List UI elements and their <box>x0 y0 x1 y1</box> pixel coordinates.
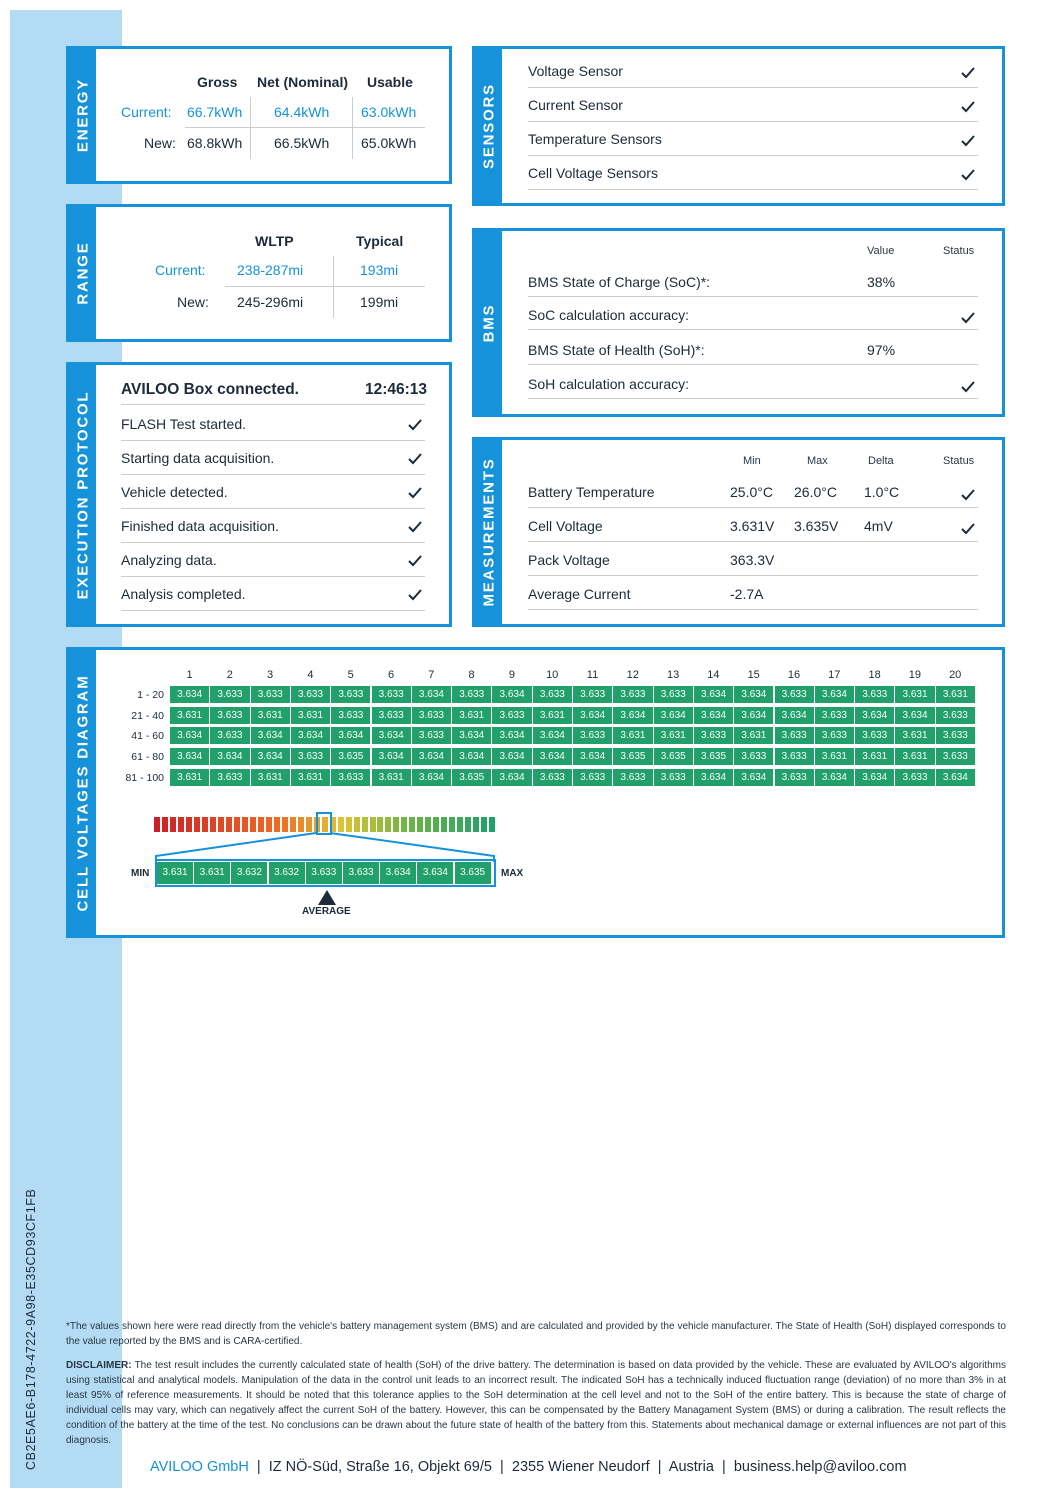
cell-voltage: 3.633 <box>815 727 855 745</box>
execution-time: 12:46:13 <box>365 381 428 398</box>
execution-divider <box>121 542 425 543</box>
cell-voltage: 3.633 <box>210 727 250 745</box>
energy-tab <box>69 49 96 181</box>
energy-new-label: New: <box>144 135 176 151</box>
checkmark-icon <box>408 589 422 601</box>
gradient-segment <box>154 817 160 832</box>
measurement-min: 3.631V <box>730 518 775 534</box>
measurement-max: 26.0°C <box>794 484 837 500</box>
gradient-segment <box>250 817 256 832</box>
energy-header-gross: Gross <box>197 74 238 90</box>
energy-new-net: 66.5kWh <box>274 135 330 151</box>
gradient-segment <box>258 817 264 832</box>
gradient-segment <box>162 817 168 832</box>
cell-column-number: 20 <box>949 669 962 681</box>
cell-column-number: 14 <box>707 669 720 681</box>
meas-col-status: Status <box>943 455 975 467</box>
gradient-segment <box>465 817 471 832</box>
cell-voltage: 3.633 <box>815 707 855 725</box>
energy-current-label: Current: <box>121 104 172 120</box>
sensor-item: Voltage Sensor <box>528 63 623 79</box>
cell-voltage: 3.634 <box>533 727 573 745</box>
cell-voltage: 3.631 <box>895 727 935 745</box>
bms-row-label: SoC calculation accuracy: <box>528 307 690 323</box>
gradient-segment <box>290 817 296 832</box>
bms-row-value: 38% <box>867 274 896 290</box>
cell-voltage: 3.634 <box>412 769 452 787</box>
checkmark-icon <box>408 419 422 431</box>
cell-voltage: 3.633 <box>855 727 895 745</box>
sensor-divider <box>528 189 978 190</box>
cell-voltage: 3.633 <box>654 769 694 787</box>
measurement-divider <box>528 507 978 508</box>
sensor-item: Temperature Sensors <box>528 131 662 147</box>
cell-voltage: 3.633 <box>775 748 815 766</box>
gradient-segment <box>298 817 304 832</box>
min-label: MIN <box>131 868 150 879</box>
gradient-segment <box>346 817 352 832</box>
measurement-divider <box>528 575 978 576</box>
cell-column-number: 18 <box>868 669 881 681</box>
execution-step: Starting data acquisition. <box>121 450 275 466</box>
checkmark-icon <box>408 521 422 533</box>
footnote: *The values shown here were read directly from the vehicle's battery management system (BMS) and are calculated and provided by the vehicle manufacturer. The State of Health (SoH) displayed corresponds to the value reported by the BMS and is CARA-certified. <box>66 1321 1006 1347</box>
cell-voltage: 3.634 <box>573 707 613 725</box>
bms-tab <box>475 231 502 414</box>
measurement-label: Cell Voltage <box>528 518 603 534</box>
cell-voltage: 3.631 <box>895 748 935 766</box>
cell-voltage: 3.634 <box>613 707 653 725</box>
execution-divider <box>121 440 425 441</box>
cell-voltage: 3.634 <box>815 686 855 704</box>
cell-column-number: 17 <box>828 669 841 681</box>
cell-voltage: 3.635 <box>613 748 653 766</box>
cell-voltage: 3.631 <box>936 686 976 704</box>
execution-divider <box>121 610 425 611</box>
cell-voltage: 3.631 <box>170 707 210 725</box>
energy-divider <box>185 127 425 128</box>
scale-value-cell: 3.633 <box>343 862 380 884</box>
cell-voltage: 3.634 <box>855 707 895 725</box>
footer-city: 2355 Wiener Neudorf <box>511 1459 650 1475</box>
cell-voltage: 3.633 <box>936 727 976 745</box>
energy-new-usable: 65.0kWh <box>361 135 417 151</box>
measurement-delta: 4mV <box>864 518 893 534</box>
cell-voltage: 3.633 <box>331 769 371 787</box>
execution-tab <box>69 365 96 624</box>
cell-voltage: 3.633 <box>533 769 573 787</box>
gradient-segment <box>274 817 280 832</box>
gradient-segment <box>202 817 208 832</box>
gradient-segment <box>481 817 487 832</box>
checkmark-icon <box>408 555 422 567</box>
gradient-segment <box>210 817 216 832</box>
execution-connected: AVILOO Box connected. <box>121 381 299 398</box>
gradient-segment <box>393 817 399 832</box>
bms-row-value: 97% <box>867 342 896 358</box>
cell-voltage: 3.634 <box>694 707 734 725</box>
execution-step: Finished data acquisition. <box>121 518 279 534</box>
cell-column-number: 6 <box>387 669 395 681</box>
cell-voltages-title: CELL VOLTAGES DIAGRAM <box>74 674 91 911</box>
range-current-wltp: 238-287mi <box>237 262 304 278</box>
checkmark-icon <box>408 453 422 465</box>
cell-voltage: 3.633 <box>734 748 774 766</box>
energy-current-usable: 63.0kWh <box>361 104 417 120</box>
cell-voltage: 3.635 <box>331 748 371 766</box>
measurement-label: Battery Temperature <box>528 484 655 500</box>
gradient-segment <box>473 817 479 832</box>
gradient-segment <box>218 817 224 832</box>
disclaimer <box>66 1358 1006 1448</box>
footer-address: IZ NÖ-Süd, Straße 16, Objekt 69/5 <box>268 1459 492 1475</box>
cell-voltage: 3.633 <box>452 686 492 704</box>
cell-voltage: 3.634 <box>734 686 774 704</box>
cell-voltage: 3.631 <box>613 727 653 745</box>
checkmark-icon <box>961 101 975 113</box>
sensor-item: Current Sensor <box>528 97 623 113</box>
cell-voltage: 3.634 <box>251 748 291 766</box>
scale-value-cell: 3.634 <box>417 862 454 884</box>
range-tab <box>69 207 96 339</box>
cell-voltages-tab <box>69 650 96 935</box>
execution-step: FLASH Test started. <box>121 416 247 432</box>
gradient-segment <box>401 817 407 832</box>
gradient-segment <box>362 817 368 832</box>
measurements-title: MEASUREMENTS <box>480 457 497 607</box>
disclaimer-label: DISCLAIMER: <box>66 1360 132 1371</box>
cell-voltage: 3.634 <box>694 686 734 704</box>
cell-voltage: 3.634 <box>936 769 976 787</box>
range-current-typical: 193mi <box>360 262 399 278</box>
cell-voltage: 3.631 <box>855 748 895 766</box>
cell-voltage: 3.634 <box>573 748 613 766</box>
bms-row-label: BMS State of Charge (SoC)*: <box>528 274 711 290</box>
cell-column-number: 1 <box>186 669 193 681</box>
cell-column-number: 13 <box>666 669 680 681</box>
gradient-segment <box>385 817 391 832</box>
gradient-segment <box>377 817 383 832</box>
checkmark-icon <box>961 67 975 79</box>
cell-voltage: 3.634 <box>492 727 532 745</box>
cell-voltage: 3.631 <box>452 707 492 725</box>
cell-column-number: 10 <box>546 669 559 681</box>
measurement-divider <box>528 609 978 610</box>
cell-voltage: 3.634 <box>895 707 935 725</box>
range-header-wltp: WLTP <box>255 233 294 249</box>
cell-voltage: 3.633 <box>573 727 613 745</box>
cell-voltage: 3.633 <box>936 748 976 766</box>
cell-voltage: 3.631 <box>533 707 573 725</box>
cell-voltage: 3.631 <box>895 686 935 704</box>
measurement-delta: 1.0°C <box>864 484 900 500</box>
cell-voltage: 3.635 <box>654 748 694 766</box>
cell-voltage: 3.633 <box>573 769 613 787</box>
cell-column-number: 8 <box>468 669 475 681</box>
cell-voltage: 3.633 <box>291 748 331 766</box>
cell-voltage: 3.635 <box>694 748 734 766</box>
gradient-segment <box>433 817 439 832</box>
gradient-segment <box>242 817 248 832</box>
cell-row-label: 1 - 20 <box>137 689 164 701</box>
scale-value-cell: 3.633 <box>306 862 343 884</box>
energy-vdivider <box>352 97 353 159</box>
cell-voltage: 3.634 <box>412 748 452 766</box>
gradient-segment <box>306 817 312 832</box>
execution-step: Analysis completed. <box>121 586 246 602</box>
cell-voltage: 3.633 <box>775 686 815 704</box>
bms-title: BMS <box>480 303 497 342</box>
measurements-tab <box>475 440 502 624</box>
cell-column-number: 7 <box>428 669 435 681</box>
sensors-title: SENSORS <box>480 83 497 169</box>
document-id: CB2E5AE6-B178-4722-9A98-E35CD93CF1FB <box>24 1188 38 1470</box>
max-label: MAX <box>501 868 524 879</box>
range-title: RANGE <box>74 241 91 305</box>
bms-divider <box>528 329 978 330</box>
scale-value-cell: 3.632 <box>269 862 306 884</box>
energy-header-net: Net (Nominal) <box>257 74 348 90</box>
disclaimer-text: The test result includes the currently calculated state of health (SoH) of the drive battery. The determination is based on data provided by the vehicle. These are evaluated by AVILOO's algorithms using statistical and analytical models. Manipulation of the data in the control unit leads to an incorrect result. The indicated SoH has a technically induced fluctuation range (deviation) of no more than 3% in at least 95% of reference measurements. It should be noted that this tolerance applies to the SoH determination at the cell level and not to the SoH of the entire battery. This is because the state of charge of individual cells may vary, which can negatively affect the current SoH of the battery. However, this can be compensated by the Battery Managament System (BMS) or during a calibration. The result reflects the condition of the battery at the time of the test. No conclusions can be drawn about the future state of health of the battery from this. Statements about mechanical damage or external influences are not part of this diagnosis. <box>66 1360 1006 1446</box>
checkmark-icon <box>961 135 975 147</box>
cell-voltage: 3.633 <box>613 686 653 704</box>
meas-col-delta: Delta <box>868 455 894 467</box>
gradient-segment <box>417 817 423 832</box>
cell-column-number: 15 <box>747 669 760 681</box>
gradient-segment <box>226 817 232 832</box>
cell-voltage: 3.634 <box>452 727 492 745</box>
cell-voltage: 3.634 <box>251 727 291 745</box>
sensor-divider <box>528 121 978 122</box>
scale-value-cell: 3.631 <box>157 862 194 884</box>
cell-voltage: 3.634 <box>492 769 532 787</box>
scale-value-cell: 3.635 <box>455 862 492 884</box>
cell-voltage: 3.634 <box>170 686 210 704</box>
gradient-segment <box>234 817 240 832</box>
energy-current-gross: 66.7kWh <box>187 104 243 120</box>
energy-vdivider <box>250 97 251 159</box>
cell-voltage: 3.631 <box>372 769 412 787</box>
cell-voltage: 3.633 <box>775 727 815 745</box>
sensor-divider <box>528 87 978 88</box>
cell-voltage: 3.631 <box>251 707 291 725</box>
footer-country: Austria <box>668 1459 714 1475</box>
footer-company: AVILOO GmbH <box>150 1459 249 1475</box>
energy-current-net: 64.4kWh <box>274 104 330 120</box>
cell-voltage: 3.633 <box>855 686 895 704</box>
cell-voltage: 3.633 <box>331 686 371 704</box>
cell-voltage: 3.633 <box>412 707 452 725</box>
measurement-min: 363.3V <box>730 552 775 568</box>
cell-column-number: 11 <box>586 669 599 681</box>
gradient-segment <box>266 817 272 832</box>
cell-voltage: 3.633 <box>372 707 412 725</box>
cell-voltage: 3.634 <box>331 727 371 745</box>
cell-voltage: 3.634 <box>855 769 895 787</box>
cell-voltage: 3.631 <box>170 769 210 787</box>
bms-divider <box>528 296 978 297</box>
measurement-min: -2.7A <box>730 586 764 602</box>
gradient-segment <box>186 817 192 832</box>
cell-voltage: 3.634 <box>452 748 492 766</box>
cell-voltage: 3.633 <box>895 769 935 787</box>
cell-voltage: 3.633 <box>694 727 734 745</box>
cell-voltage: 3.633 <box>654 686 694 704</box>
cell-voltage: 3.631 <box>815 748 855 766</box>
cell-voltage: 3.634 <box>815 769 855 787</box>
gradient-segment <box>354 817 360 832</box>
cell-voltage: 3.633 <box>210 707 250 725</box>
cell-voltage: 3.633 <box>775 769 815 787</box>
measurement-divider <box>528 541 978 542</box>
cell-column-number: 19 <box>908 669 922 681</box>
range-new-wltp: 245-296mi <box>237 294 304 310</box>
cell-row-label: 41 - 60 <box>131 730 164 743</box>
cell-column-number: 9 <box>508 669 515 681</box>
scale-value-cell: 3.632 <box>231 862 268 884</box>
gradient-segment <box>489 817 495 832</box>
measurement-label: Average Current <box>528 586 631 602</box>
cell-voltage: 3.634 <box>372 727 412 745</box>
footer: AVILOO GmbH | IZ NÖ-Süd, Straße 16, Objekt 69/5 | 2355 Wiener Neudorf | Austria | business.help@aviloo.com <box>150 1459 907 1475</box>
cell-voltage: 3.633 <box>372 686 412 704</box>
energy-title: ENERGY <box>74 77 91 153</box>
cell-column-number: 5 <box>347 669 354 681</box>
execution-title: EXECUTION PROTOCOL <box>74 390 91 599</box>
cell-column-number: 3 <box>267 669 274 681</box>
range-header-typical: Typical <box>356 233 404 249</box>
execution-divider <box>121 474 425 475</box>
bms-row-label: SoH calculation accuracy: <box>528 376 690 392</box>
cell-voltage: 3.634 <box>533 748 573 766</box>
range-current-label: Current: <box>155 262 206 278</box>
cell-voltage: 3.634 <box>492 686 532 704</box>
cell-voltage: 3.633 <box>210 686 250 704</box>
average-label: AVERAGE <box>302 906 351 917</box>
gradient-segment <box>425 817 431 832</box>
bms-divider <box>528 398 978 399</box>
gradient-segment <box>441 817 447 832</box>
gradient-segment <box>178 817 184 832</box>
execution-step: Vehicle detected. <box>121 484 228 500</box>
cell-voltage: 3.633 <box>613 769 653 787</box>
cell-voltage: 3.634 <box>654 707 694 725</box>
scale-value-cell: 3.634 <box>380 862 417 884</box>
execution-divider <box>121 576 425 577</box>
checkmark-icon <box>961 489 975 501</box>
cell-voltage: 3.634 <box>170 727 210 745</box>
cell-voltage: 3.633 <box>251 686 291 704</box>
gradient-segment <box>370 817 376 832</box>
gradient-segment <box>282 817 288 832</box>
gradient-segment <box>457 817 463 832</box>
cell-column-number: 12 <box>626 669 639 681</box>
execution-divider <box>121 404 425 405</box>
cell-voltage: 3.634 <box>492 748 532 766</box>
range-divider <box>225 286 425 287</box>
measurement-min: 25.0°C <box>730 484 773 500</box>
measurement-max: 3.635V <box>794 518 839 534</box>
cell-voltage: 3.634 <box>372 748 412 766</box>
checkmark-icon <box>961 381 975 393</box>
meas-col-max: Max <box>807 455 828 467</box>
cell-voltage: 3.633 <box>936 707 976 725</box>
cell-voltage: 3.634 <box>412 686 452 704</box>
energy-new-gross: 68.8kWh <box>187 135 243 151</box>
cell-voltage: 3.634 <box>775 707 815 725</box>
cell-voltage: 3.631 <box>291 769 331 787</box>
gradient-segment <box>449 817 455 832</box>
cell-column-number: 16 <box>787 669 801 681</box>
checkmark-icon <box>961 523 975 535</box>
cell-voltage: 3.634 <box>694 769 734 787</box>
bms-divider <box>528 364 978 365</box>
cell-voltage: 3.631 <box>654 727 694 745</box>
cell-voltage: 3.631 <box>291 707 331 725</box>
checkmark-icon <box>961 169 975 181</box>
cell-voltage: 3.633 <box>412 727 452 745</box>
sensor-item: Cell Voltage Sensors <box>528 165 658 181</box>
cell-voltage: 3.634 <box>210 748 250 766</box>
execution-divider <box>121 508 425 509</box>
gradient-segment <box>170 817 176 832</box>
execution-step: Analyzing data. <box>121 552 217 568</box>
cell-voltage: 3.631 <box>734 727 774 745</box>
cell-voltage: 3.633 <box>210 769 250 787</box>
range-new-typical: 199mi <box>360 294 399 310</box>
cell-voltage: 3.634 <box>170 748 210 766</box>
cell-voltage: 3.633 <box>291 686 331 704</box>
bms-col-value: Value <box>867 245 895 257</box>
gradient-segment <box>338 817 344 832</box>
footer-email[interactable]: business.help@aviloo.com <box>733 1459 907 1475</box>
checkmark-icon <box>961 312 975 324</box>
cell-voltage: 3.633 <box>533 686 573 704</box>
cell-voltage: 3.633 <box>573 686 613 704</box>
cell-voltage: 3.634 <box>291 727 331 745</box>
checkmark-icon <box>408 487 422 499</box>
cell-row-label: 21 - 40 <box>131 709 164 722</box>
cell-voltage: 3.631 <box>251 769 291 787</box>
range-new-label: New: <box>177 294 209 310</box>
cell-column-number: 2 <box>226 669 233 681</box>
gradient-segment <box>409 817 415 832</box>
cell-row-label: 61 - 80 <box>131 751 164 764</box>
measurement-label: Pack Voltage <box>528 552 610 568</box>
bms-row-label: BMS State of Health (SoH)*: <box>528 342 705 358</box>
sensors-tab <box>475 49 502 203</box>
cell-voltage: 3.633 <box>492 707 532 725</box>
scale-value-cell: 3.631 <box>194 862 231 884</box>
sensor-divider <box>528 155 978 156</box>
cell-row-label: 81 - 100 <box>125 771 164 784</box>
range-vdivider <box>333 256 334 318</box>
cell-voltage: 3.633 <box>331 707 371 725</box>
energy-header-usable: Usable <box>367 74 413 90</box>
cell-voltage: 3.634 <box>734 707 774 725</box>
cell-voltage: 3.635 <box>452 769 492 787</box>
average-arrow-icon <box>318 890 336 905</box>
meas-col-min: Min <box>743 455 761 467</box>
cell-voltage: 3.634 <box>734 769 774 787</box>
cell-column-number: 4 <box>307 669 314 681</box>
gradient-segment <box>194 817 200 832</box>
bms-col-status: Status <box>943 245 975 257</box>
